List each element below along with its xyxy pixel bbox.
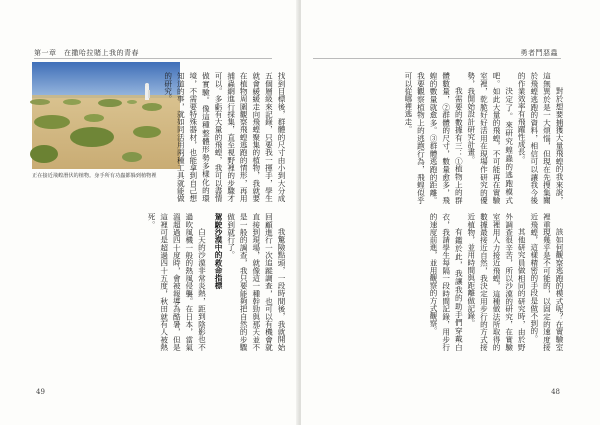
- right-lower-paragraph-c: 有鑑於此，我讓我的助手們穿戴白衣，我請學生每隔一段時間記錄，用步行的速度前進，並用觀察的方式觀察。: [429, 213, 464, 351]
- right-header-rule: [313, 58, 561, 59]
- right-upper-paragraph-b: 決定了。來研究蝗蟲的逃跑模式吧。如此大量的飛蝗，不可能再在實驗室裡，乾脆好好活用在現場作研究的優勢，我開始設計研究計畫。: [466, 72, 514, 204]
- right-lower-paragraph-b: 其他研究員做相同的研究時，由於野外調查很辛苦，所以沙漠的研究，在實驗室裡用人力接近飛蝗，這種做法所取得的數據最接近自然，我決定用步行的方式接近植物，並用時間與距離做記錄。: [466, 213, 527, 351]
- right-upper-paragraph-c: 我需要的數據有三：①植物上的群體數量，②群體的尺寸，數量愈多，飛蝗的數量就愈多。③群體逃跑的距離。我要觀察植物上的逃跑行為，飛蝗似乎可以從哪裡逃走。: [403, 72, 464, 204]
- desert-field-photo: [32, 62, 180, 169]
- left-upper-text: 找到目標後，群體的尺寸由小到大分成五個層級來記錄，只要我一揮手，學生就會緩緩走向飛蝗聚集的植物，我就要在植物周圍觀察飛蝗逃跑的情形，再用捕蟲網進行採集，直至視野裡的步驟才可以。多虧有大量的飛蝗，我可以盡情做實驗。像這種整體形勢多樣化的環境，不需要特殊器材，也能拿到自己想知道的事，就如同活用兩種工具就能做的研究。: [163, 72, 286, 202]
- right-upper-text-block: [313, 72, 565, 204]
- left-header-rule: [34, 58, 272, 59]
- left-page-number: 49: [36, 388, 45, 396]
- right-running-head: 勇者鬥惡蟲: [520, 49, 558, 57]
- left-running-head: 第一章 在撒哈拉賭上我的青春: [34, 49, 139, 57]
- photo-caption: 正在接近飛蝗潛伏的植物。身手所有功蟲都躲到植物裡: [32, 173, 157, 179]
- left-lower-paragraph-b: 白天的沙漠非常炎熱，距到陰影也不過吹風機一般的熱風侵襲。在日本，當氣溫超過四十度時，會被報導為酷暑，但是這裡可是超過四十五度，秋田就有人被熱死。: [147, 213, 207, 351]
- left-subheading: 駕駛沙漠中的救命指標: [214, 213, 224, 289]
- photo-image: [32, 62, 180, 169]
- left-lower-text-block: [49, 213, 287, 351]
- right-lower-paragraph-a: 該如何觀察逃跑的模式呢？在實驗室裡重現幾乎是不可能的，以固定的速度接近飛蝗，這樣精密的手段是做不到的。: [529, 213, 564, 351]
- left-lower-paragraph-a: 我驚險點頭，一段時間後，我就開始回顧進行一次追蹤調查，也可以有機會就直接到現場，就像這一種幹勁與那天並不是一般的調查，我只要能夠把自然的步驟做到就行了。: [226, 213, 286, 351]
- right-lower-text-block: [313, 213, 565, 351]
- left-page: [0, 0, 299, 425]
- right-page-number: 48: [551, 388, 560, 396]
- right-page: [301, 0, 600, 425]
- right-upper-paragraph-a: 對於想要捕獲大量飛蝗的我來說，這無異於是一大煩惱，但現在先搜集關於飛蝗逃跑的資料，相信可以讓我今後的作業效率有飛躍性成長。: [517, 72, 564, 204]
